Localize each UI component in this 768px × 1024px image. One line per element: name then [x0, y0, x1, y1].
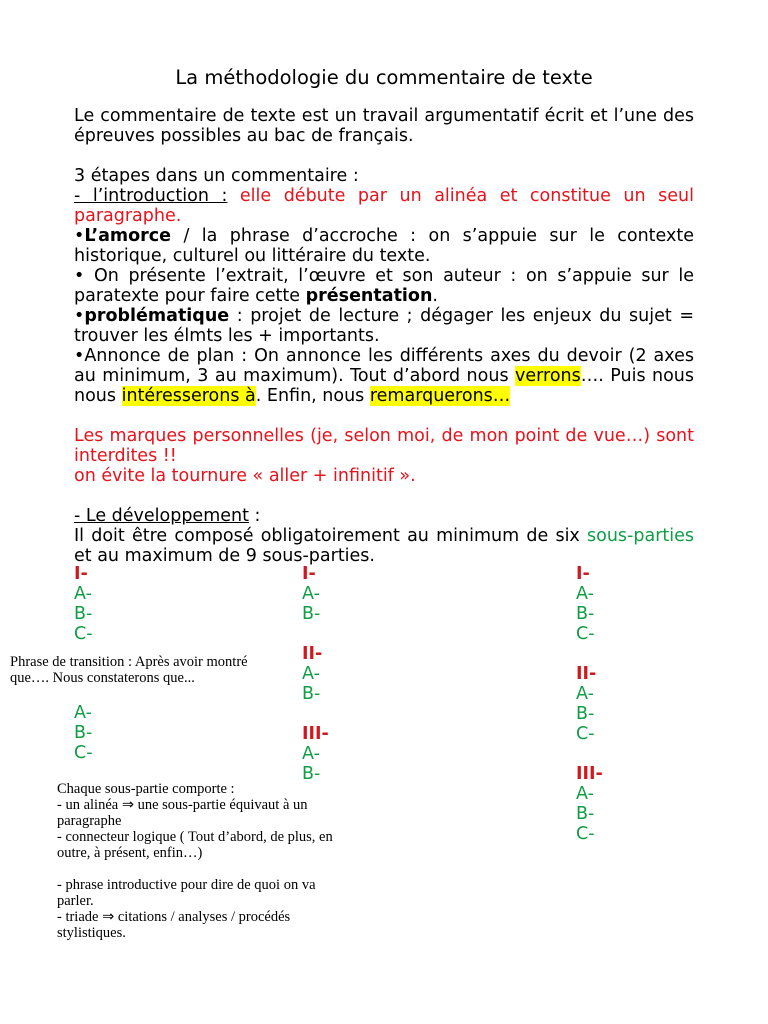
highlight-interesserons: intéresserons à — [121, 386, 256, 406]
outline-item: II- — [576, 664, 597, 684]
development-colon: : — [248, 506, 261, 526]
outline-item: B- — [74, 723, 93, 743]
outline-item: C- — [74, 624, 93, 644]
outline-item: A- — [302, 584, 320, 604]
outline-item: B- — [74, 604, 93, 624]
page-title: La méthodologie du commentaire de texte — [175, 66, 593, 89]
development-heading — [74, 506, 694, 526]
outline-column-1-lower — [74, 703, 93, 763]
plan-item — [74, 346, 694, 406]
bullet: • — [74, 306, 85, 326]
outline-item: A- — [74, 584, 92, 604]
plan-text-3: . Enfin, nous — [255, 386, 370, 406]
intro-paragraph: Le commentaire de texte est un travail argumentatif écrit et l’une des épreuves possibles au bac de français. — [74, 106, 694, 146]
highlight-remarquerons: remarquerons… — [369, 386, 511, 406]
presentation-term: présentation — [305, 286, 433, 306]
amorce-term: L’amorce — [84, 226, 172, 246]
amorce-text: / la phrase d’accroche : on s’appuie sur le contexte historique, culturel ou littéraire du texte. — [74, 226, 694, 266]
outline-item: A- — [576, 784, 594, 804]
note-line: Phrase de transition : Après avoir montré — [10, 654, 248, 670]
problematique-text: : projet de lecture ; dégager les enjeux du sujet = trouver les élmts les + importants. — [74, 306, 694, 346]
outline-item: III- — [576, 764, 603, 784]
transition-note — [10, 654, 248, 686]
warning-personal-marks: Les marques personnelles (je, selon moi, de mon point de vue…) sont interdites !! — [74, 426, 694, 466]
outline-column-2 — [302, 564, 329, 784]
outline-item: C- — [576, 724, 595, 744]
note-line: - un alinéa ⇒ une sous-partie équivaut à un — [57, 797, 308, 813]
outline-item: C- — [74, 743, 93, 763]
outline-item: A- — [576, 684, 594, 704]
outline-item: II- — [302, 644, 323, 664]
highlight-verrons: verrons — [515, 366, 581, 386]
note-line: parler. — [57, 893, 94, 909]
note-line: paragraphe — [57, 813, 122, 829]
main-text — [74, 106, 694, 566]
outline-item: I- — [576, 564, 590, 584]
presentation-end: . — [432, 286, 438, 306]
introduction-line — [74, 186, 694, 226]
outline-item: B- — [302, 764, 321, 784]
steps-heading: 3 étapes dans un commentaire : — [74, 166, 359, 186]
outline-item: B- — [576, 604, 595, 624]
development-label: - Le développement — [74, 506, 249, 526]
problematique-item — [74, 306, 694, 346]
outline-item: B- — [302, 604, 321, 624]
plan-text: •Annonce de plan : On annonce les différents axes du devoir (2 axes au minimum, 3 au maximum). Tout d’abord nous — [74, 346, 694, 386]
outline-item: A- — [576, 584, 594, 604]
outline-item: A- — [302, 664, 320, 684]
amorce-item — [74, 226, 694, 266]
outline-item: A- — [74, 703, 92, 723]
outline-column-3 — [576, 564, 603, 844]
outline-item: I- — [74, 564, 88, 584]
outline-item: B- — [576, 704, 595, 724]
outline-column-1 — [74, 564, 93, 644]
note-line: Chaque sous-partie comporte : — [57, 781, 235, 797]
presentation-item — [74, 266, 694, 306]
outline-item: III- — [302, 724, 329, 744]
note-line: stylistiques. — [57, 925, 126, 941]
development-text-end: et au maximum de 9 sous-parties. — [74, 546, 375, 566]
note-line: - connecteur logique ( Tout d’abord, de plus, en — [57, 829, 333, 845]
note-line: - triade ⇒ citations / analyses / procédés — [57, 909, 291, 925]
outline-item: B- — [302, 684, 321, 704]
presentation-text: • On présente l’extrait, l’œuvre et son auteur : on s’appuie sur le paratexte pour faire cette — [74, 266, 694, 306]
note-line: outre, à présent, enfin…) — [57, 845, 203, 861]
outline-item: I- — [302, 564, 316, 584]
development-text-start: Il doit être composé obligatoirement au minimum de six — [74, 526, 588, 546]
outline-item: B- — [576, 804, 595, 824]
subpart-note — [57, 781, 333, 943]
bullet: • — [74, 226, 85, 246]
introduction-label: - l’introduction : — [74, 186, 228, 206]
development-sous-parties: sous-parties — [587, 526, 694, 546]
plan-text-2: …. Puis nous nous — [74, 366, 695, 406]
problematique-term: problématique — [84, 306, 230, 326]
outline-item: C- — [576, 624, 595, 644]
outline-item: A- — [302, 744, 320, 764]
warning-aller-infinitif: on évite la tournure « aller + infinitif ». — [74, 466, 416, 486]
note-line: que…. Nous constaterons que... — [10, 670, 195, 686]
development-text — [74, 526, 694, 566]
note-line: - phrase introductive pour dire de quoi on va — [57, 877, 316, 893]
introduction-description: elle débute par un alinéa et constitue un seul paragraphe. — [74, 186, 694, 226]
outline-item: C- — [576, 824, 595, 844]
